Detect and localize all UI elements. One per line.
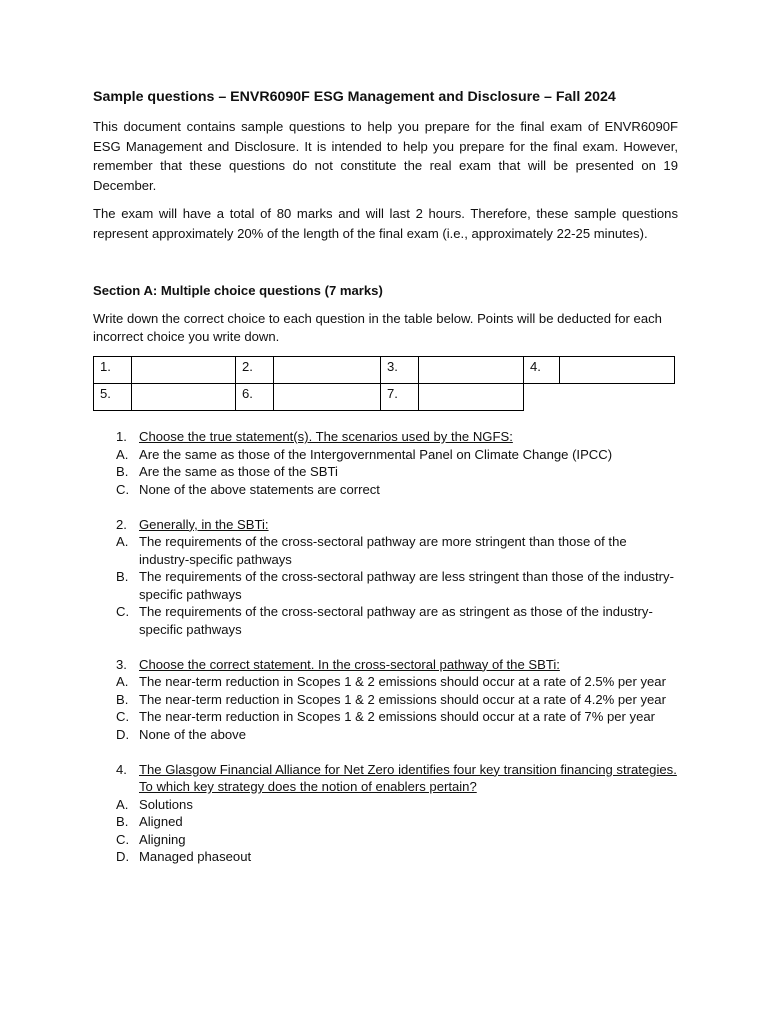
option-letter: B. [116,691,129,707]
option-letter: D. [116,726,130,742]
question-list [93,428,678,883]
question-text: Generally, in the SBTi: [139,516,269,532]
option-letter: C. [116,481,130,497]
option-letter: C. [116,709,130,724]
option-d [93,848,678,866]
option-c [93,831,678,849]
empty-cell [560,384,675,411]
option-c [93,481,678,499]
option-text: The near-term reduction in Scopes 1 & 2 emissions should occur at a rate of 7% per year [139,709,656,724]
question-number: 4. [116,761,127,777]
question-number: 3. [116,656,127,672]
question-2 [93,516,678,639]
question-text: Choose the true statement(s). The scenarios used by the NGFS: [139,429,513,444]
option-text: None of the above statements are correct [139,481,380,497]
answer-number-label: 4. [524,357,560,384]
option-text: The near-term reduction in Scopes 1 & 2 emissions should occur at a rate of 2.5% per year [139,674,666,689]
document-title: Sample questions – ENVR6090F ESG Management and Disclosure – Fall 2024 [93,89,616,105]
option-letter: A. [116,534,129,549]
answer-cell[interactable] [274,357,381,384]
option-letter: C. [116,604,130,619]
answer-cell[interactable] [274,384,381,411]
answer-cell[interactable] [560,357,675,384]
question-stem [93,761,678,796]
option-a [93,673,678,691]
option-d [93,726,678,744]
option-b [93,691,678,709]
option-letter: B. [116,569,129,584]
answer-number-label: 6. [236,384,274,411]
section-a-title: Section A: Multiple choice questions (7 marks) [93,283,383,298]
option-letter: C. [116,831,130,847]
option-b [93,463,678,481]
option-text: Aligned [139,814,183,829]
option-letter: A. [116,446,129,462]
answer-table-row [94,357,675,384]
option-text: The near-term reduction in Scopes 1 & 2 emissions should occur at a rate of 4.2% per year [139,691,666,707]
answer-number-label: 3. [381,357,419,384]
option-text: Solutions [139,796,193,812]
answer-cell[interactable] [419,384,524,411]
option-text: Aligning [139,831,186,847]
answer-number-label: 5. [94,384,132,411]
answer-table [93,356,675,411]
option-text: None of the above [139,726,247,742]
option-c [93,603,678,638]
option-text: Are the same as those of the SBTi [139,464,338,479]
question-stem [93,516,678,534]
intro-paragraph-1: This document contains sample questions to help you prepare for the final exam of ENVR6090F ESG Management and Disclosure. It is intended to help you prepare for the final exam. However, remember that these questions do not constitute the real exam that will be presented on 19 December. [93,119,678,193]
option-a [93,446,678,464]
option-text: Managed phaseout [139,849,252,864]
option-a [93,796,678,814]
question-number: 1. [116,429,127,444]
question-3 [93,656,678,744]
section-a-instructions: Write down the correct choice to each question in the table below. Points will be deducted for each incorrect choice you write down. [93,311,662,344]
question-4 [93,761,678,866]
empty-cell [524,384,560,411]
answer-number-label: 2. [236,357,274,384]
option-text: The requirements of the cross-sectoral pathway are less stringent than those of the industry-specific pathways [139,569,674,602]
option-letter: B. [116,814,129,829]
option-b [93,568,678,603]
option-letter: A. [116,796,129,812]
answer-cell[interactable] [132,357,236,384]
intro-paragraph-2: The exam will have a total of 80 marks and will last 2 hours. Therefore, these sample questions represent approximately 20% of the length of the final exam (i.e., approximately 22-25 minutes). [93,206,678,241]
option-b [93,813,678,831]
answer-table-row [94,384,675,411]
question-text: The Glasgow Financial Alliance for Net Zero identifies four key transition financing strategies. To which key strategy does the notion of enablers pertain? [139,761,677,794]
option-letter: A. [116,674,129,689]
question-stem [93,656,678,674]
option-letter: D. [116,849,130,864]
answer-number-label: 7. [381,384,419,411]
answer-cell[interactable] [132,384,236,411]
option-c [93,708,678,726]
option-text: The requirements of the cross-sectoral pathway are more stringent than those of the industry-specific pathways [139,534,627,567]
question-text: Choose the correct statement. In the cross-sectoral pathway of the SBTi: [139,656,560,672]
option-text: Are the same as those of the Intergovernmental Panel on Climate Change (IPCC) [139,446,613,462]
question-number: 2. [116,516,127,532]
answer-number-label: 1. [94,357,132,384]
option-text: The requirements of the cross-sectoral pathway are as stringent as those of the industry-specific pathways [139,604,653,637]
option-letter: B. [116,464,129,479]
option-a [93,533,678,568]
answer-cell[interactable] [419,357,524,384]
question-1 [93,428,678,498]
question-stem [93,428,678,446]
